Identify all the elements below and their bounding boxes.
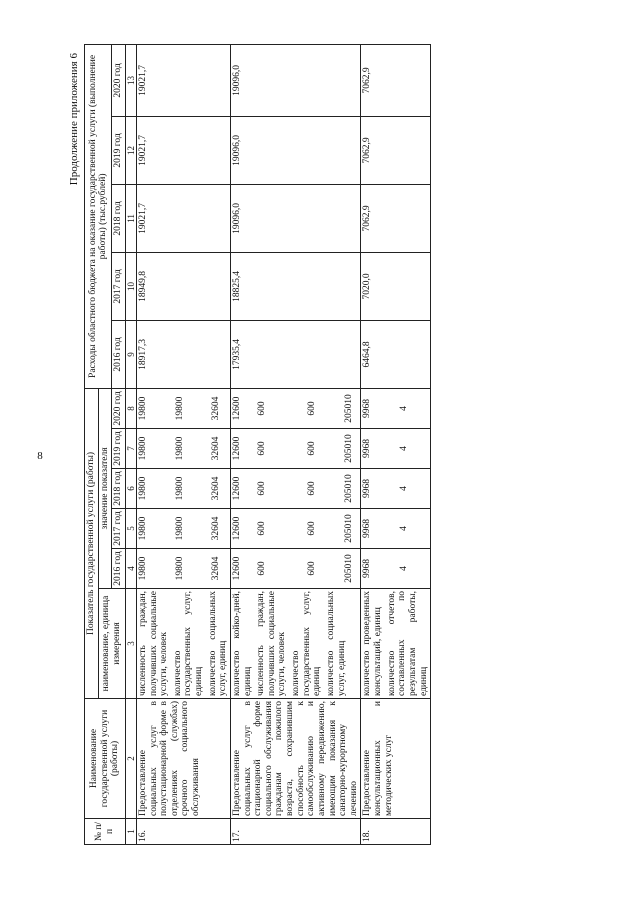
column-index: 10 xyxy=(125,252,136,320)
column-index: 4 xyxy=(125,549,136,589)
header-value-year: 2017 год xyxy=(112,509,126,549)
indicator-values-2020 xyxy=(361,388,431,428)
indicator-value: 19800 xyxy=(137,556,148,581)
header-value-year: 2019 год xyxy=(112,429,126,469)
indicator-values-2020 xyxy=(136,388,230,428)
indicator-values-2018 xyxy=(136,469,230,509)
indicator-value: 600 xyxy=(307,481,318,496)
indicator-values-2017 xyxy=(230,509,361,549)
expense-2018: 7062,9 xyxy=(361,184,431,252)
indicator-value: 9968 xyxy=(362,398,373,418)
indicator-value: 4 xyxy=(399,406,410,411)
indicator-values-2016 xyxy=(230,549,361,589)
header-expense-year: 2020 год xyxy=(112,44,126,116)
indicator-value: 32604 xyxy=(211,516,222,541)
indicator-unit: количество социальных услуг, единиц xyxy=(325,591,347,696)
header-value-year: 2020 год xyxy=(112,388,126,428)
expense-2020: 19021,7 xyxy=(136,44,230,116)
indicator-value: 19800 xyxy=(137,396,148,421)
indicator-value: 600 xyxy=(256,521,267,536)
indicator-value: 19800 xyxy=(174,436,185,461)
indicator-value: 205010 xyxy=(343,394,354,423)
indicator-value: 12600 xyxy=(231,476,242,501)
header-expense-year: 2018 год xyxy=(112,184,126,252)
indicator-value: 9968 xyxy=(362,439,373,458)
header-value-year: 2016 год xyxy=(112,549,126,589)
indicator-value: 600 xyxy=(256,481,267,496)
indicator-value: 600 xyxy=(307,401,318,416)
indicator-value: 4 xyxy=(399,566,410,571)
indicator-value: 19800 xyxy=(174,396,185,421)
rotated-page xyxy=(66,45,626,845)
indicator-value: 4 xyxy=(399,486,410,491)
indicator-value: 600 xyxy=(307,561,318,576)
indicator-value: 9968 xyxy=(362,479,373,498)
indicator-unit: количество государственных услуг, единиц xyxy=(291,591,323,696)
indicator-unit: количество койко-дней, единиц xyxy=(231,591,253,696)
indicator-value: 32604 xyxy=(211,476,222,501)
expense-2019: 19096,0 xyxy=(230,116,361,184)
header-unit: наименование, единица измерения xyxy=(98,589,125,699)
expense-2019: 7062,9 xyxy=(361,116,431,184)
indicator-values-2017 xyxy=(361,509,431,549)
indicator-value: 32604 xyxy=(211,396,222,421)
indicator-unit: количество государственных услуг, единиц xyxy=(172,591,205,696)
indicator-value: 19800 xyxy=(174,556,185,581)
indicator-unit: численность граждан, получивших социальные услуги, человек xyxy=(256,591,288,696)
indicator-value: 19800 xyxy=(174,516,185,541)
expense-2020: 19096,0 xyxy=(230,44,361,116)
page-number: 8 xyxy=(37,450,43,462)
service-name: Предоставление социальных услуг в полустационарной форме в отделениях (службах) срочного социального обслуживания xyxy=(136,699,230,819)
indicator-values-2017 xyxy=(136,509,230,549)
header-value-year: 2018 год xyxy=(112,469,126,509)
expense-2016: 6464,8 xyxy=(361,320,431,388)
indicator-values-2016 xyxy=(361,549,431,589)
expense-2016: 18917,3 xyxy=(136,320,230,388)
indicator-value: 12600 xyxy=(231,396,242,421)
indicator-value: 32604 xyxy=(211,436,222,461)
indicator-value: 205010 xyxy=(343,434,354,463)
indicator-value: 600 xyxy=(307,521,318,536)
indicator-value: 9968 xyxy=(362,559,373,578)
header-value-group: значение показателя xyxy=(98,388,112,588)
indicator-values-2018 xyxy=(361,469,431,509)
column-index-row xyxy=(125,44,136,844)
expense-2017: 18825,4 xyxy=(230,252,361,320)
expense-2017: 7020,0 xyxy=(361,252,431,320)
indicator-value: 600 xyxy=(256,401,267,416)
indicator-values-2019 xyxy=(136,429,230,469)
indicator-unit: количество социальных услуг, единиц xyxy=(207,591,229,696)
indicator-values-2019 xyxy=(230,429,361,469)
header-no: № п/п xyxy=(85,819,126,845)
header-service-name: Наименование государственной услуги (работы) xyxy=(85,699,126,819)
indicator-value: 12600 xyxy=(231,436,242,461)
indicator-value: 12600 xyxy=(231,556,242,581)
expense-2018: 19096,0 xyxy=(230,184,361,252)
indicator-units xyxy=(361,589,431,699)
indicator-value: 12600 xyxy=(231,516,242,541)
indicator-unit: количество проведенных консультаций, единиц xyxy=(362,591,384,696)
expense-2016: 17935,4 xyxy=(230,320,361,388)
continuation-caption: Продолжение приложения 6 xyxy=(68,53,80,186)
column-index: 5 xyxy=(125,509,136,549)
column-index: 8 xyxy=(125,388,136,428)
indicator-values-2020 xyxy=(230,388,361,428)
services-table xyxy=(84,44,431,845)
expense-2020: 7062,9 xyxy=(361,44,431,116)
indicator-value: 600 xyxy=(256,441,267,456)
indicator-unit: количество отчетов, составленных по результатам работы, единиц xyxy=(386,591,429,696)
column-index: 6 xyxy=(125,469,136,509)
indicator-units xyxy=(136,589,230,699)
indicator-values-2019 xyxy=(361,429,431,469)
column-index: 2 xyxy=(125,699,136,819)
column-index: 12 xyxy=(125,116,136,184)
table-row xyxy=(230,44,361,844)
header-expense-year: 2019 год xyxy=(112,116,126,184)
header-expense-year: 2016 год xyxy=(112,320,126,388)
header-expense-year: 2017 год xyxy=(112,252,126,320)
expense-2018: 19021,7 xyxy=(136,184,230,252)
indicator-value: 32604 xyxy=(211,556,222,581)
indicator-value: 19800 xyxy=(174,476,185,501)
indicator-value: 19800 xyxy=(137,516,148,541)
indicator-unit: численность граждан, получивших социальные услуги, человек xyxy=(137,591,170,696)
row-number: 16. xyxy=(136,819,230,845)
indicator-value: 19800 xyxy=(137,436,148,461)
table-row xyxy=(361,44,431,844)
column-index: 13 xyxy=(125,44,136,116)
header-expense-group: Расходы областного бюджета на оказание государственной услуги (выполнение работы) (тыс.рублей) xyxy=(85,44,112,388)
indicator-values-2016 xyxy=(136,549,230,589)
indicator-units xyxy=(230,589,361,699)
indicator-value: 4 xyxy=(399,446,410,451)
row-number: 17. xyxy=(230,819,361,845)
indicator-value: 600 xyxy=(256,561,267,576)
column-index: 11 xyxy=(125,184,136,252)
row-number: 18. xyxy=(361,819,431,845)
indicator-value: 205010 xyxy=(343,474,354,503)
indicator-value: 9968 xyxy=(362,519,373,538)
column-index: 1 xyxy=(125,819,136,845)
column-index: 9 xyxy=(125,320,136,388)
table-row xyxy=(136,44,230,844)
indicator-value: 600 xyxy=(307,441,318,456)
expense-2019: 19021,7 xyxy=(136,116,230,184)
column-index: 7 xyxy=(125,429,136,469)
indicator-values-2018 xyxy=(230,469,361,509)
service-name: Предоставление социальных услуг в стационарной форме социального обслуживания гражданам пожилого возраста, сохранившим способность к самообслуживанию и активному передвижению, имеющим показания к санаторно-курортному лечению xyxy=(230,699,361,819)
header-indicator-group: Показатель государственной услуги (работы) xyxy=(85,388,99,698)
indicator-value: 19800 xyxy=(137,476,148,501)
indicator-value: 205010 xyxy=(343,514,354,543)
indicator-value: 4 xyxy=(399,526,410,531)
indicator-value: 205010 xyxy=(343,554,354,583)
column-index: 3 xyxy=(125,589,136,699)
expense-2017: 18949,8 xyxy=(136,252,230,320)
service-name: Предоставление консультационных и методических услуг xyxy=(361,699,431,819)
